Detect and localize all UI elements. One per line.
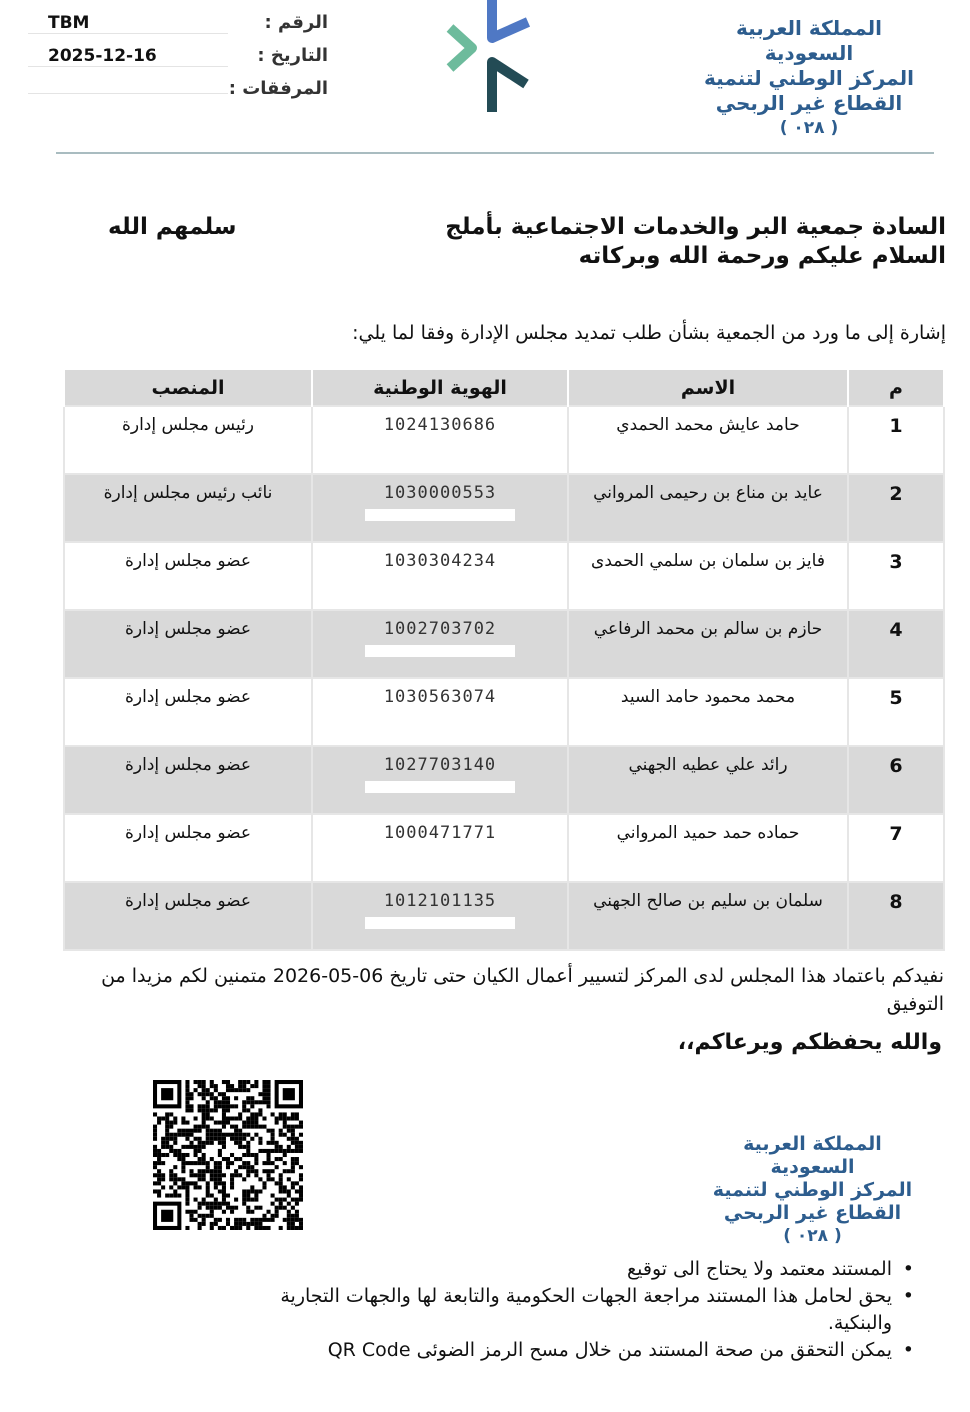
member-name: حماده حمد حميد المرواني [568, 814, 848, 882]
org-block-header [696, 16, 922, 141]
member-name: رائد علي عطيه الجهني [568, 746, 848, 814]
national-id: 1030000553 [383, 483, 497, 503]
col-position: المنصب [64, 370, 312, 406]
org-line: القطاع غير الربحي [723, 1202, 902, 1224]
col-name: الاسم [568, 370, 848, 406]
recipient-salutation: سلمهم الله [108, 214, 237, 240]
member-position: عضو مجلس إدارة [64, 610, 312, 678]
national-id-cell [312, 542, 568, 610]
national-id-cell [312, 882, 568, 950]
redaction-bar [365, 441, 515, 449]
org-block-footer [705, 1133, 920, 1248]
intro-text: إشارة إلى ما ورد من الجمعية بشأن طلب تمديد مجلس الإدارة وفقا لما يلي: [352, 322, 946, 344]
member-name: محمد محمود حامد السيد [568, 678, 848, 746]
col-national-id: الهوية الوطنية [312, 370, 568, 406]
national-id: 1002703702 [383, 619, 497, 639]
table-row [64, 610, 944, 678]
national-id: 1024130686 [383, 415, 497, 435]
national-id: 1030563074 [383, 687, 497, 707]
row-number: 1 [848, 406, 944, 474]
member-name: سلمان بن سليم بن صالح الجهني [568, 882, 848, 950]
table-row [64, 406, 944, 474]
table-row [64, 814, 944, 882]
redaction-bar [365, 509, 515, 521]
table-row [64, 678, 944, 746]
national-id-cell [312, 610, 568, 678]
member-position: عضو مجلس إدارة [64, 678, 312, 746]
row-number: 4 [848, 610, 944, 678]
national-id-cell [312, 746, 568, 814]
recipient: السادة جمعية البر والخدمات الاجتماعية بأملج [445, 214, 946, 240]
closing-text: نفيدكم باعتماد هذا المجلس لدى المركز لتسيير أعمال الكيان حتى تاريخ 06-05-2026 متمنين لكم مزيدا من التوفيق [101, 965, 944, 1015]
org-line: المملكة العربية السعودية [736, 16, 882, 65]
attachments-value [28, 93, 228, 94]
org-line: القطاع غير الربحي [715, 91, 903, 115]
row-number: 7 [848, 814, 944, 882]
date-label: التاريخ : [257, 45, 328, 66]
redaction-bar [365, 849, 515, 857]
blessing: والله يحفظكم ويرعاكم،، [677, 1030, 942, 1055]
member-position: رئيس مجلس إدارة [64, 406, 312, 474]
row-number: 6 [848, 746, 944, 814]
table-row [64, 746, 944, 814]
row-number: 8 [848, 882, 944, 950]
national-id: 1012101135 [383, 891, 497, 911]
national-id: 1027703140 [383, 755, 497, 775]
member-position: عضو مجلس إدارة [64, 542, 312, 610]
note-item: • يحق لحامل هذا المستند مراجعة الجهات الحكومية والتابعة لها والجهات التجارية والبنكية. [214, 1283, 914, 1337]
number-value: TBM [28, 13, 228, 34]
footer-notes [214, 1256, 914, 1364]
redaction-bar [365, 645, 515, 657]
row-number: 2 [848, 474, 944, 542]
national-id: 1030304234 [383, 551, 497, 571]
member-name: حامد عايش محمد الحمدي [568, 406, 848, 474]
qr-code[interactable] [153, 1080, 303, 1230]
table-row [64, 882, 944, 950]
member-name: حازم بن سالم بن محمد الرفاعي [568, 610, 848, 678]
table-row [64, 542, 944, 610]
note-item: • يمكن التحقق من صحة المستند من خلال مسح الرمز الضوئى QR Code [214, 1337, 914, 1364]
redaction-bar [365, 917, 515, 929]
member-position: عضو مجلس إدارة [64, 814, 312, 882]
org-line: المملكة العربية السعودية [743, 1133, 882, 1178]
national-id-cell [312, 406, 568, 474]
member-name: عايد بن مناع بن رحيمى المرواني [568, 474, 848, 542]
org-line: المركز الوطني لتنمية [704, 66, 914, 90]
greeting: السلام عليكم ورحمة الله وبركاته [578, 243, 946, 269]
reference-block [28, 12, 328, 111]
header-divider [56, 152, 934, 154]
redaction-bar [365, 577, 515, 585]
board-members-table [63, 370, 945, 951]
member-position: عضو مجلس إدارة [64, 746, 312, 814]
col-number: م [848, 370, 944, 406]
row-number: 3 [848, 542, 944, 610]
redaction-bar [365, 713, 515, 721]
member-name: فايز بن سلمان بن سلمي الحمدى [568, 542, 848, 610]
note-item: • المستند معتمد ولا يحتاج الى توقيع [214, 1256, 914, 1283]
national-id-cell [312, 678, 568, 746]
table-row [64, 474, 944, 542]
national-id-cell [312, 474, 568, 542]
date-value: 2025-12-16 [28, 46, 228, 67]
logo-icon [440, 0, 540, 120]
attachments-label: المرفقات : [228, 78, 328, 99]
redaction-bar [365, 781, 515, 793]
row-number: 5 [848, 678, 944, 746]
org-line: المركز الوطني لتنمية [712, 1179, 913, 1201]
national-id-cell [312, 814, 568, 882]
org-code: ( ٠٢٨ ) [779, 118, 839, 138]
national-id: 1000471771 [383, 823, 497, 843]
number-label: الرقم : [264, 12, 328, 33]
member-position: عضو مجلس إدارة [64, 882, 312, 950]
org-code: ( ٠٢٨ ) [783, 1226, 842, 1246]
member-position: نائب رئيس مجلس إدارة [64, 474, 312, 542]
